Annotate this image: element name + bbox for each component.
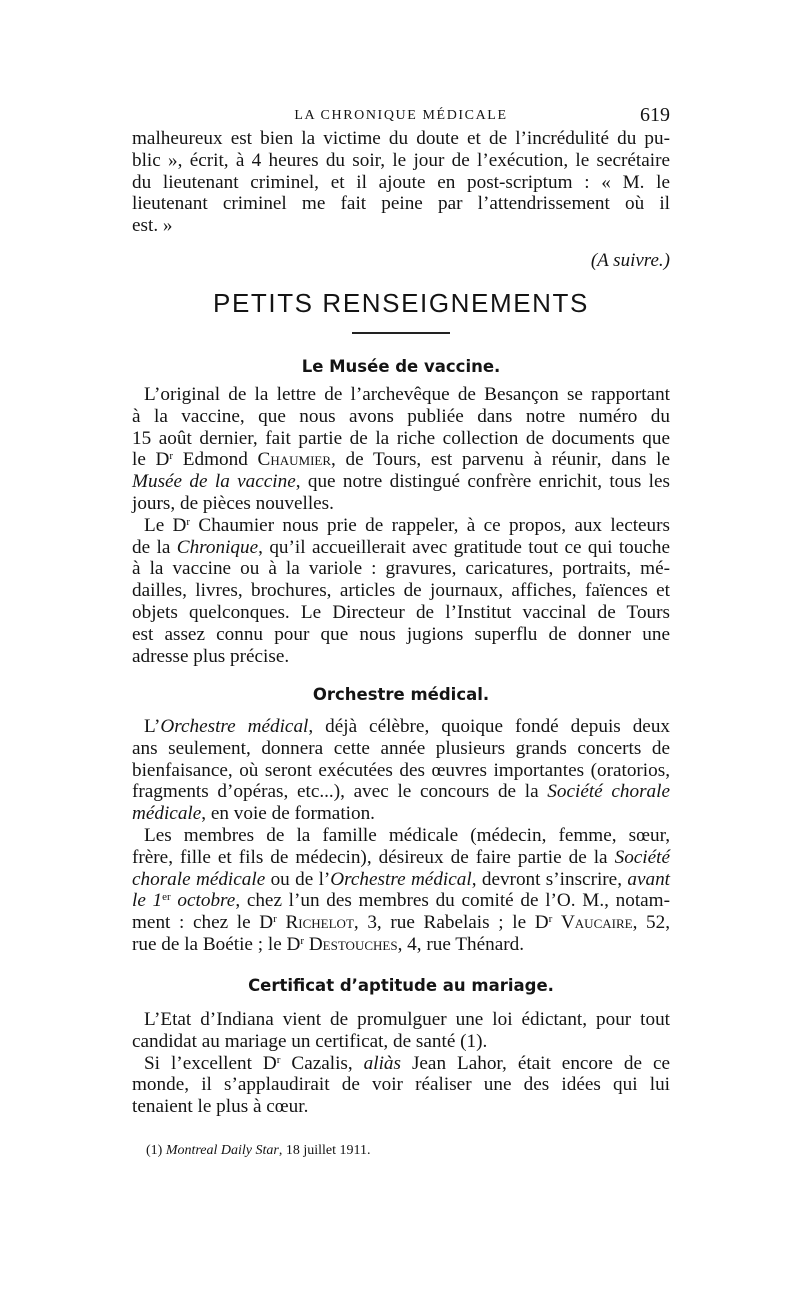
text-line: à la vaccine, que nous avons publiée dans notre numéro du — [132, 405, 670, 427]
section-heading-row — [132, 685, 670, 709]
section-heading-certificat: Certificat d’aptitude au mariage. — [248, 976, 554, 995]
running-head-title: LA CHRONIQUE MÉDICALE — [294, 108, 508, 123]
text-line: bienfaisance, où seront exécutées des œuvres importantes (oratorios, — [132, 759, 670, 781]
text-line: est. » — [132, 215, 173, 237]
text-line: malheureux est bien la victime du doute et de l’incrédulité du pu- — [132, 128, 670, 149]
person-name: Chaumier — [257, 449, 332, 471]
main-title: PETITS RENSEIGNEMENTS — [213, 288, 589, 318]
page-number: 619 — [640, 104, 670, 126]
text-line: Musée de la vaccine, que notre distingué confrère enrichit, tous les — [132, 471, 670, 493]
section-heading-vaccine: Le Musée de vaccine. — [301, 357, 501, 376]
text-line: à la vaccine ou à la variole : gravures, caricatures, portraits, mé- — [132, 558, 670, 580]
main-title-block — [132, 288, 670, 328]
text-line: le $D^r$ Edmond Chaumier, de Tours, est parvenu à réunir, dans le — [132, 449, 670, 471]
text-line: monde, il s’applaudirait de voir réaliser une des idées qui lui — [132, 1074, 670, 1096]
title-rule — [352, 332, 450, 334]
text-line: candidat au mariage un certificat, de santé (1). — [132, 1030, 488, 1052]
text-line: ans seulement, donnera cette année plusieurs grands concerts de — [132, 737, 670, 759]
text-line: lieutenant criminel me fait peine par l’attendrissement où il — [132, 193, 670, 215]
text-line: de la Chronique, qu’il accueillerait avec gratitude tout ce qui touche — [132, 536, 670, 558]
text-line: adresse plus précise. — [132, 645, 290, 667]
a-suivre-row — [132, 250, 670, 274]
text-line: tenaient le plus à cœur. — [132, 1096, 309, 1118]
person-name: Destouches — [308, 933, 398, 955]
text-line: L’original de la lettre de l’archevêque de Besançon se rapportant — [144, 384, 670, 405]
text-line: blic », écrit, à 4 heures du soir, le jour de l’exécution, le secrétaire — [132, 149, 670, 171]
text-line: chorale médicale ou de l’Orchestre médical, devront s’inscrire, avant — [132, 868, 670, 890]
running-head — [132, 104, 670, 130]
text-line: L’Etat d’Indiana vient de promulguer une loi édictant, pour tout — [144, 1009, 670, 1030]
text-line: fragments d’opéras, etc...), avec le concours de la Société chorale — [132, 781, 671, 803]
a-suivre: (A suivre.) — [590, 250, 670, 271]
intro-paragraph — [132, 128, 670, 237]
text-line: Si l’excellent $D^r$ Cazalis, aliàs Jean Lahor, était encore de ce — [144, 1052, 671, 1074]
section-vaccine-body — [132, 384, 670, 667]
text-line: médicale, en voie de formation. — [132, 803, 375, 825]
text-line: rue de la Boétie ; le $D^r$ Destouches, 4, rue Thénard. — [132, 933, 525, 955]
text-line: objets quelconques. Le Directeur de l’Institut vaccinal de Tours — [132, 601, 670, 623]
section-certificat-body — [132, 1009, 670, 1118]
text-line: du lieutenant criminel, et il ajoute en post-scriptum : « M. le — [132, 171, 670, 193]
text-line: 15 août dernier, fait partie de la riche collection de documents que — [132, 427, 670, 449]
person-name: Vaucaire — [560, 912, 633, 934]
footnote: (1) Montreal Daily Star, 18 juillet 1911. — [146, 1143, 371, 1158]
text-line: L’Orchestre médical, déjà célèbre, quoique fondé depuis deux — [144, 716, 671, 737]
section-heading-row — [132, 976, 670, 1000]
text-line: est assez connu pour que nous jugions superflu de donner une — [132, 623, 670, 645]
section-heading-row — [132, 357, 670, 381]
person-name: Richelot — [285, 912, 354, 934]
text-line: le 1er octobre, chez l’un des membres du comité de l’O. M., notam- — [132, 890, 670, 912]
text-line: Le $D^r$ Chaumier nous prie de rappeler, à ce propos, aux lecteurs — [144, 514, 671, 536]
text-line: Les membres de la famille médicale (médecin, femme, sœur, — [144, 824, 670, 846]
text-line: frère, fille et fils de médecin), désireux de faire partie de la Société — [132, 846, 670, 868]
text-line: jours, de pièces nouvelles. — [132, 492, 334, 514]
section-heading-orchestre: Orchestre médical. — [312, 685, 490, 704]
text-line: dailles, livres, brochures, articles de journaux, affiches, faïences et — [132, 580, 670, 602]
text-line: ment : chez le $D^r$ Richelot, 3, rue Rabelais ; le $D^r$ Vaucaire, 52, — [132, 912, 671, 934]
section-orchestre-body — [132, 716, 670, 956]
